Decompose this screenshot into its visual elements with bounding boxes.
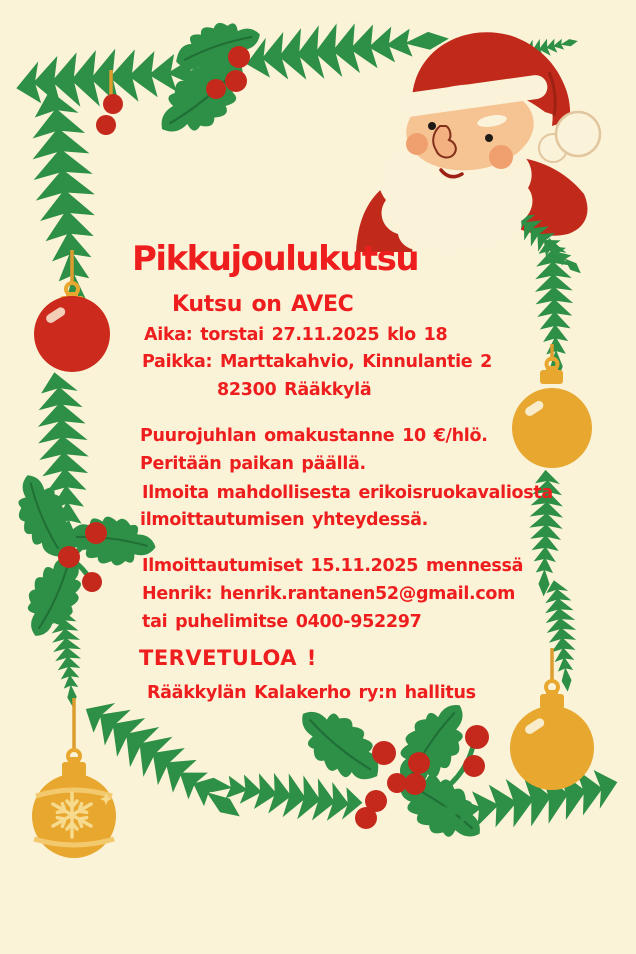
red-bauble (34, 250, 110, 372)
cost-line-2: Peritään paikan päällä. (140, 454, 366, 474)
time-line: Aika: torstai 27.11.2025 klo 18 (144, 325, 448, 345)
diet-line-1: Ilmoita mahdollisesta erikoisruokavaliosta (142, 483, 553, 503)
place-line: Paikka: Marttakahvio, Kinnulantie 2 (142, 352, 493, 372)
diet-line-2: ilmoittautumisen yhteydessä. (140, 510, 428, 530)
subtitle-avec: Kutsu on AVEC (172, 292, 354, 317)
holly-cluster-bottom (286, 690, 494, 854)
gold-bauble-bottom-right (510, 648, 594, 790)
cost-line-1: Puurojuhlan omakustanne 10 €/hlö. (140, 426, 488, 446)
welcome-line: TERVETULOA ! (139, 646, 317, 670)
postal-line: 82300 Rääkkylä (217, 380, 372, 400)
holly-cluster-left (6, 466, 159, 645)
poster-title: Pikkujoulukutsu (132, 239, 419, 279)
rsvp-deadline: Ilmoittautumiset 15.11.2025 mennessä (142, 556, 524, 576)
rsvp-phone: tai puhelimitse 0400-952297 (142, 612, 422, 632)
signature-line: Rääkkylän Kalakerho ry:n hallitus (147, 683, 476, 703)
rsvp-email: Henrik: henrik.rantanen52@gmail.com (142, 584, 516, 604)
